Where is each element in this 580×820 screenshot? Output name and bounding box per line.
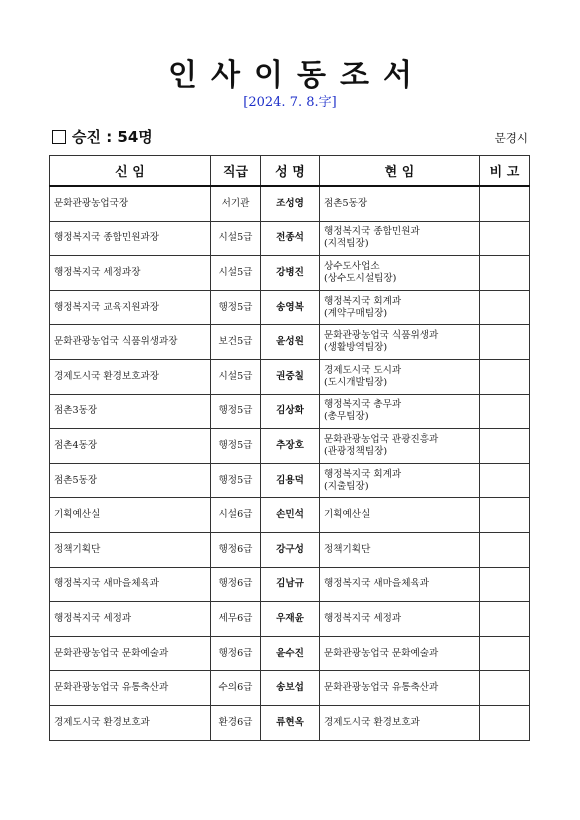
table-row (50, 186, 530, 221)
table-row (50, 705, 530, 740)
grade-cell: 시설5급 (211, 221, 261, 256)
new-post-cell: 행정복지국 세정과 (50, 602, 211, 637)
table-row (50, 532, 530, 567)
section-label: 승진 : 54명 (72, 128, 153, 146)
current-post-line: (도시개발팀장) (324, 376, 388, 388)
table-row (50, 221, 530, 256)
name-cell: 송보섭 (261, 671, 320, 706)
name-cell: 추장호 (261, 429, 320, 464)
current-post-line: 행정복지국 세정과 (324, 612, 402, 624)
current-post-line: (상수도시설팀장) (324, 272, 397, 284)
note-cell (480, 636, 530, 671)
new-post-cell: 행정복지국 세정과장 (50, 256, 211, 291)
name-cell: 권중칠 (261, 359, 320, 394)
note-cell (480, 221, 530, 256)
current-post-line: (총무팀장) (324, 411, 369, 423)
table-row (50, 463, 530, 498)
current-post-line: (계약구매팀장) (324, 307, 388, 319)
name-cell: 손민석 (261, 498, 320, 533)
note-cell (480, 429, 530, 464)
grade-cell: 시설5급 (211, 256, 261, 291)
current-post-cell (320, 636, 480, 671)
table-row (50, 290, 530, 325)
current-post-cell (320, 429, 480, 464)
note-cell (480, 325, 530, 360)
current-post-line: (관광정책팀장) (324, 445, 388, 457)
grade-cell: 서기관 (211, 186, 261, 221)
new-post-cell: 문화관광농업국 문화예술과 (50, 636, 211, 671)
section-heading (52, 126, 153, 147)
column-header-note: 비 고 (480, 156, 530, 187)
new-post-cell: 점촌5동장 (50, 463, 211, 498)
new-post-cell: 행정복지국 새마을체육과 (50, 567, 211, 602)
current-post-line: 행정복지국 종합민원과 (324, 226, 420, 238)
current-post-line: 경제도시국 도시과 (324, 364, 402, 376)
table-row (50, 256, 530, 291)
current-post-line: (지적팀장) (324, 238, 369, 250)
new-post-cell: 문화관광농업국장 (50, 186, 211, 221)
current-post-cell (320, 567, 480, 602)
name-cell: 김상화 (261, 394, 320, 429)
note-cell (480, 290, 530, 325)
current-post-line: 문화관광농업국 문화예술과 (324, 647, 439, 659)
name-cell: 윤성원 (261, 325, 320, 360)
current-post-cell (320, 186, 480, 221)
current-post-line: 기획예산실 (324, 509, 371, 521)
document-date: [2024. 7. 8.字] (243, 95, 337, 110)
name-cell: 류현옥 (261, 705, 320, 740)
new-post-cell: 행정복지국 종합민원과장 (50, 221, 211, 256)
grade-cell: 행정5급 (211, 290, 261, 325)
name-cell: 조성영 (261, 186, 320, 221)
note-cell (480, 359, 530, 394)
current-post-line: (생활방역팀장) (324, 342, 388, 354)
new-post-cell: 점촌4동장 (50, 429, 211, 464)
grade-cell: 보건5급 (211, 325, 261, 360)
table-row (50, 567, 530, 602)
name-cell: 김남규 (261, 567, 320, 602)
new-post-cell: 점촌3동장 (50, 394, 211, 429)
table-header-row (50, 156, 530, 187)
table-row (50, 498, 530, 533)
note-cell (480, 498, 530, 533)
note-cell (480, 256, 530, 291)
name-cell: 송영복 (261, 290, 320, 325)
grade-cell: 시설6급 (211, 498, 261, 533)
current-post-line: 행정복지국 새마을체육과 (324, 578, 429, 590)
note-cell (480, 705, 530, 740)
checkbox-icon (52, 130, 66, 144)
grade-cell: 수의6급 (211, 671, 261, 706)
organization-name: 문경시 (494, 131, 528, 145)
new-post-cell: 행정복지국 교육지원과장 (50, 290, 211, 325)
name-cell: 윤수진 (261, 636, 320, 671)
current-post-cell (320, 256, 480, 291)
current-post-cell (320, 671, 480, 706)
column-header-new-post: 신 임 (50, 156, 211, 187)
current-post-cell (320, 290, 480, 325)
personnel-table (49, 155, 530, 741)
grade-cell: 행정5급 (211, 394, 261, 429)
column-header-current-post: 현 임 (320, 156, 480, 187)
grade-cell: 세무6급 (211, 602, 261, 637)
note-cell (480, 567, 530, 602)
current-post-line: 문화관광농업국 유통축산과 (324, 682, 439, 694)
note-cell (480, 394, 530, 429)
table-body (50, 186, 530, 740)
current-post-line: 문화관광농업국 식품위생과 (324, 330, 439, 342)
current-post-line: 문화관광농업국 관광진흥과 (324, 433, 439, 445)
current-post-line: 정책기획단 (324, 543, 371, 555)
table-row (50, 429, 530, 464)
new-post-cell: 경제도시국 환경보호과장 (50, 359, 211, 394)
table-row (50, 325, 530, 360)
new-post-cell: 경제도시국 환경보호과 (50, 705, 211, 740)
note-cell (480, 602, 530, 637)
table-row (50, 394, 530, 429)
current-post-cell (320, 221, 480, 256)
name-cell: 우재윤 (261, 602, 320, 637)
page-title: 인사이동조서 (168, 58, 426, 93)
current-post-line: 행정복지국 총무과 (324, 399, 402, 411)
column-header-name: 성 명 (261, 156, 320, 187)
current-post-line: 행정복지국 회계과 (324, 468, 402, 480)
table-row (50, 602, 530, 637)
table-row (50, 359, 530, 394)
grade-cell: 행정6급 (211, 636, 261, 671)
new-post-cell: 기획예산실 (50, 498, 211, 533)
note-cell (480, 463, 530, 498)
current-post-cell (320, 394, 480, 429)
current-post-cell (320, 705, 480, 740)
current-post-line: 경제도시국 환경보호과 (324, 716, 420, 728)
current-post-line: (지출팀장) (324, 480, 369, 492)
current-post-cell (320, 325, 480, 360)
current-post-line: 상수도사업소 (324, 260, 380, 272)
name-cell: 강병진 (261, 256, 320, 291)
table-row (50, 636, 530, 671)
current-post-line: 점촌5동장 (324, 197, 368, 209)
grade-cell: 행정6급 (211, 567, 261, 602)
new-post-cell: 정책기획단 (50, 532, 211, 567)
current-post-cell (320, 602, 480, 637)
note-cell (480, 186, 530, 221)
grade-cell: 행정5급 (211, 463, 261, 498)
grade-cell: 행정5급 (211, 429, 261, 464)
column-header-grade: 직급 (211, 156, 261, 187)
note-cell (480, 671, 530, 706)
grade-cell: 행정6급 (211, 532, 261, 567)
grade-cell: 시설5급 (211, 359, 261, 394)
current-post-cell (320, 498, 480, 533)
current-post-cell (320, 532, 480, 567)
current-post-cell (320, 463, 480, 498)
grade-cell: 환경6급 (211, 705, 261, 740)
new-post-cell: 문화관광농업국 식품위생과장 (50, 325, 211, 360)
name-cell: 전종석 (261, 221, 320, 256)
name-cell: 김용덕 (261, 463, 320, 498)
new-post-cell: 문화관광농업국 유통축산과 (50, 671, 211, 706)
name-cell: 강구성 (261, 532, 320, 567)
current-post-line: 행정복지국 회계과 (324, 295, 402, 307)
table-row (50, 671, 530, 706)
note-cell (480, 532, 530, 567)
current-post-cell (320, 359, 480, 394)
